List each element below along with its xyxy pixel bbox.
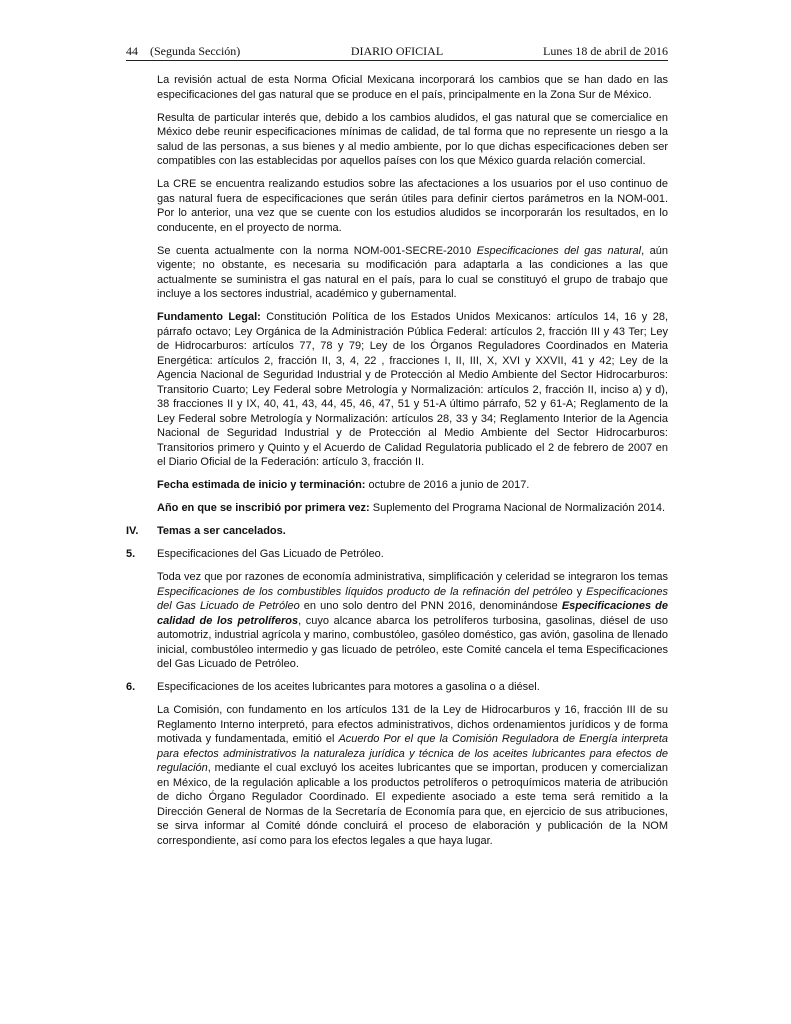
dates-label: Fecha estimada de inicio y terminación:: [157, 479, 366, 491]
text-run: , mediante el cual excluyó los aceites lubricantes que se importan, producen y comercializan en México, de la regulación aplicable a los productos petrolíferos o petroquímicos materia de atribución de dicho Órgano Regulador Coordinado. El expediente asociado a este tema será remitido a la Dirección General de Normas de la Secretaría de Economía para que, en ejercicio de sus atribuciones, se sirva informar al Comité dónde concluirá el proceso de elaboración y publicación de la NOM correspondiente, así como para los efectos legales a que haya lugar.: [157, 762, 668, 847]
section-label: (Segunda Sección): [150, 44, 241, 58]
item-title: Especificaciones del Gas Licuado de Petróleo.: [157, 548, 384, 560]
legal-basis-label: Fundamento Legal:: [157, 311, 261, 323]
paragraph: La revisión actual de esta Norma Oficial Mexicana incorporará los cambios que se han dado en las especificaciones del gas natural que se produce en el país, principalmente en la Zona Sur de México.: [157, 74, 668, 101]
italic-run: Especificaciones del Gas Licuado de Petróleo: [157, 585, 668, 612]
bold-italic-run: Especificaciones de calidad de los petrolíferos: [157, 600, 668, 627]
paragraph: La CRE se encuentra realizando estudios sobre las afectaciones a los usuarios por el uso continuo de gas natural fuera de especificaciones que serán útiles para definir ciertos parámetros en la NOM-001. Por lo anterior, una vez que se cuente con los estudios aludidos se incorporarán los resultados, en lo conducente, en el proyecto de norma.: [157, 178, 668, 234]
text-run: , aún vigente; no obstante, es necesaria su modificación para adaptarla a las condiciones a las que actualmente se suministra el gas natural en el país, para lo cual se constituyó el grupo de trabajo que incluye a los sectores industrial, académico y gubernamental.: [157, 244, 668, 300]
text-run: y: [572, 585, 587, 598]
first-registration-text: Suplemento del Programa Nacional de Normalización 2014.: [369, 502, 666, 514]
text-run: Toda vez que por razones de economía administrativa, simplificación y celeridad se integraron los temas: [157, 571, 668, 583]
paragraph: [157, 244, 668, 302]
document-body: [126, 73, 668, 857]
page-number: 44: [126, 44, 138, 58]
item-heading-6: [126, 680, 668, 695]
header-rule: [126, 60, 668, 61]
italic-run: Acuerdo Por el que la Comisión Reguladora de Energía interpreta para efectos administrativos la naturaleza jurídica y técnica de los aceites lubricantes para efectos de regulación: [157, 733, 668, 774]
item-6-text: [157, 703, 668, 848]
text-run: en uno solo dentro del PNN 2016, denominándose: [299, 600, 562, 612]
dates-paragraph: [157, 478, 668, 493]
text-run: La Comisión, con fundamento en los artículos 131 de la Ley de Hidrocarburos y 16, fracción III de su Reglamento Interno interpretó, para efectos administrativos, dichos ordenamientos jurídicos y de forma motivada y fundamentada, emitió el: [157, 704, 668, 745]
first-registration-paragraph: [157, 501, 668, 516]
paragraph: Resulta de particular interés que, debido a los cambios aludidos, el gas natural que se comercialice en México debe reunir especificaciones mínimas de calidad, de tal forma que no represente un riesgo a la salud de las personas, a sus bienes y al medio ambiente, por lo que dichas especificaciones deben ser compatibles con las establecidas por aquellos países con los que México guarda relación comercial.: [157, 111, 668, 167]
item-number: 5.: [126, 548, 136, 560]
text-run: , cuyo alcance abarca los petrolíferos turbosina, gasolinas, diésel de uso automotriz, industrial agrícola y marino, combustóleo, gasóleo doméstico, gas avión, gasolina de llenado inicial, combustóleo intermedio y gas licuado de petróleo, este Comité cancela el tema Especificaciones del Gas Licuado de Petróleo.: [157, 614, 668, 670]
page-header: [126, 44, 668, 60]
italic-run: Especificaciones de los combustibles líquidos producto de la refinación del petróleo: [157, 585, 573, 598]
item-title: Especificaciones de los aceites lubricantes para motores a gasolina o a diésel.: [157, 681, 540, 693]
legal-basis-text: Constitución Política de los Estados Unidos Mexicanos: artículos 14, 16 y 28, párrafo octavo; Ley Orgánica de la Administración Pública Federal: artículos 2, fracción III y 43 Ter; Ley de Hidrocarburos: artículos 77, 78 y 79; Ley de los Órganos Reguladores Coordinados en Materia Energética: artículos 2, fracción II, 3, 4, 22 , fracciones I, II, III, X, XVI y XXVII, 41 y 42; Ley de la Agencia Nacional de Seguridad Industrial y de Protección al Medio Ambiente del Sector Hidrocarburos: Transitorio Cuarto; Ley Federal sobre Metrología y Normalización: artículos 2, fracción II, inciso a) y d), 38 fracciones II y IX, 40, 41, 43, 44, 45, 46, 47, 51 y 51-A último párrafo, 52 y 61-A; Reglamento de la Ley Federal sobre Metrología y Normalización: artículos 28, 33 y 34; Reglamento Interior de la Agencia Nacional de Seguridad Industrial y de Protección al Medio Ambiente del Sector Hidrocarburos: Transitorios primero y Quinto y el Acuerdo de Calidad Regulatoria publicado el 2 de febrero de 2007 en el Diario Oficial de la Federación: artículo 3, fracción II.: [157, 311, 668, 468]
item-5-text: [157, 570, 668, 672]
section-title: Temas a ser cancelados.: [157, 525, 286, 537]
item-number: 6.: [126, 681, 136, 693]
legal-basis-paragraph: [157, 310, 668, 470]
norm-title-italic: Especificaciones del gas natural: [476, 244, 642, 257]
section-heading-iv: [126, 524, 668, 539]
dates-text: octubre de 2016 a junio de 2017.: [365, 479, 530, 491]
section-number: IV.: [126, 525, 139, 537]
first-registration-label: Año en que se inscribió por primera vez:: [157, 502, 370, 514]
publication-title: DIARIO OFICIAL: [350, 44, 444, 58]
text-run: Se cuenta actualmente con la norma NOM-001-SECRE-2010: [157, 244, 477, 257]
item-heading-5: [126, 547, 668, 562]
publication-date: Lunes 18 de abril de 2016: [543, 44, 668, 58]
